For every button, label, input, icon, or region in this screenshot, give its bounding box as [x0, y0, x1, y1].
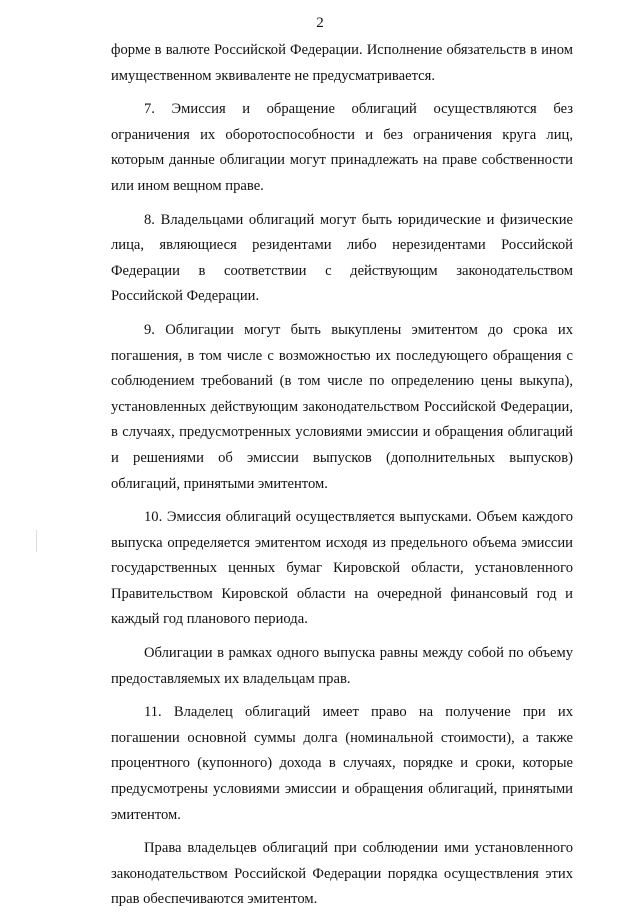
paragraph-10-continued: Облигации в рамках одного выпуска равны между собой по объему предоставляемых их владельцам прав. [111, 645, 573, 687]
paragraph-7: 7. Эмиссия и обращение облигаций осуществляются без ограничения их оборотоспособности и без ограничения круга лиц, которым данные облигации могут принадлежать на праве собственности или ином вещном праве. [111, 101, 573, 194]
scan-margin-mark [36, 530, 37, 552]
paragraph-continuation: форме в валюте Российской Федерации. Исполнение обязательств в ином имущественном эквиваленте не предусматривается. [111, 42, 573, 84]
page-number: 2 [316, 15, 324, 31]
document-body [111, 38, 573, 921]
paragraph-10: 10. Эмиссия облигаций осуществляется выпусками. Объем каждого выпуска определяется эмитентом исходя из предельного объема эмиссии государственных ценных бумаг Кировской области, установленного Правительством Кировской области на очередной финансовый год и каждый год планового периода. [111, 509, 573, 628]
paragraph-11: 11. Владелец облигаций имеет право на получение при их погашении основной суммы долга (номинальной стоимости), а также процентного (купонного) дохода в случаях, порядке и сроки, которые предусмотрены условиями эмиссии и обращения облигаций, принятыми эмитентом. [111, 704, 573, 823]
paragraph-9: 9. Облигации могут быть выкуплены эмитентом до срока их погашения, в том числе с возможностью их последующего обращения с соблюдением требований (в том числе по определению цены выкупа), установленных действующим законодательством Российской Федерации, в случаях, предусмотренных условиями эмиссии и обращения облигаций и решениями об эмиссии выпусков (дополнительных выпусков) облигаций, принятыми эмитентом. [111, 321, 573, 492]
paragraph-11-continued: Права владельцев облигаций при соблюдении ими установленного законодательством Российской Федерации порядка осуществления этих прав обеспечиваются эмитентом. [111, 840, 573, 908]
paragraph-8: 8. Владельцами облигаций могут быть юридические и физические лица, являющиеся резидентами либо нерезидентами Российской Федерации в соответствии с действующим законодательством Российской Федерации. [111, 211, 573, 305]
